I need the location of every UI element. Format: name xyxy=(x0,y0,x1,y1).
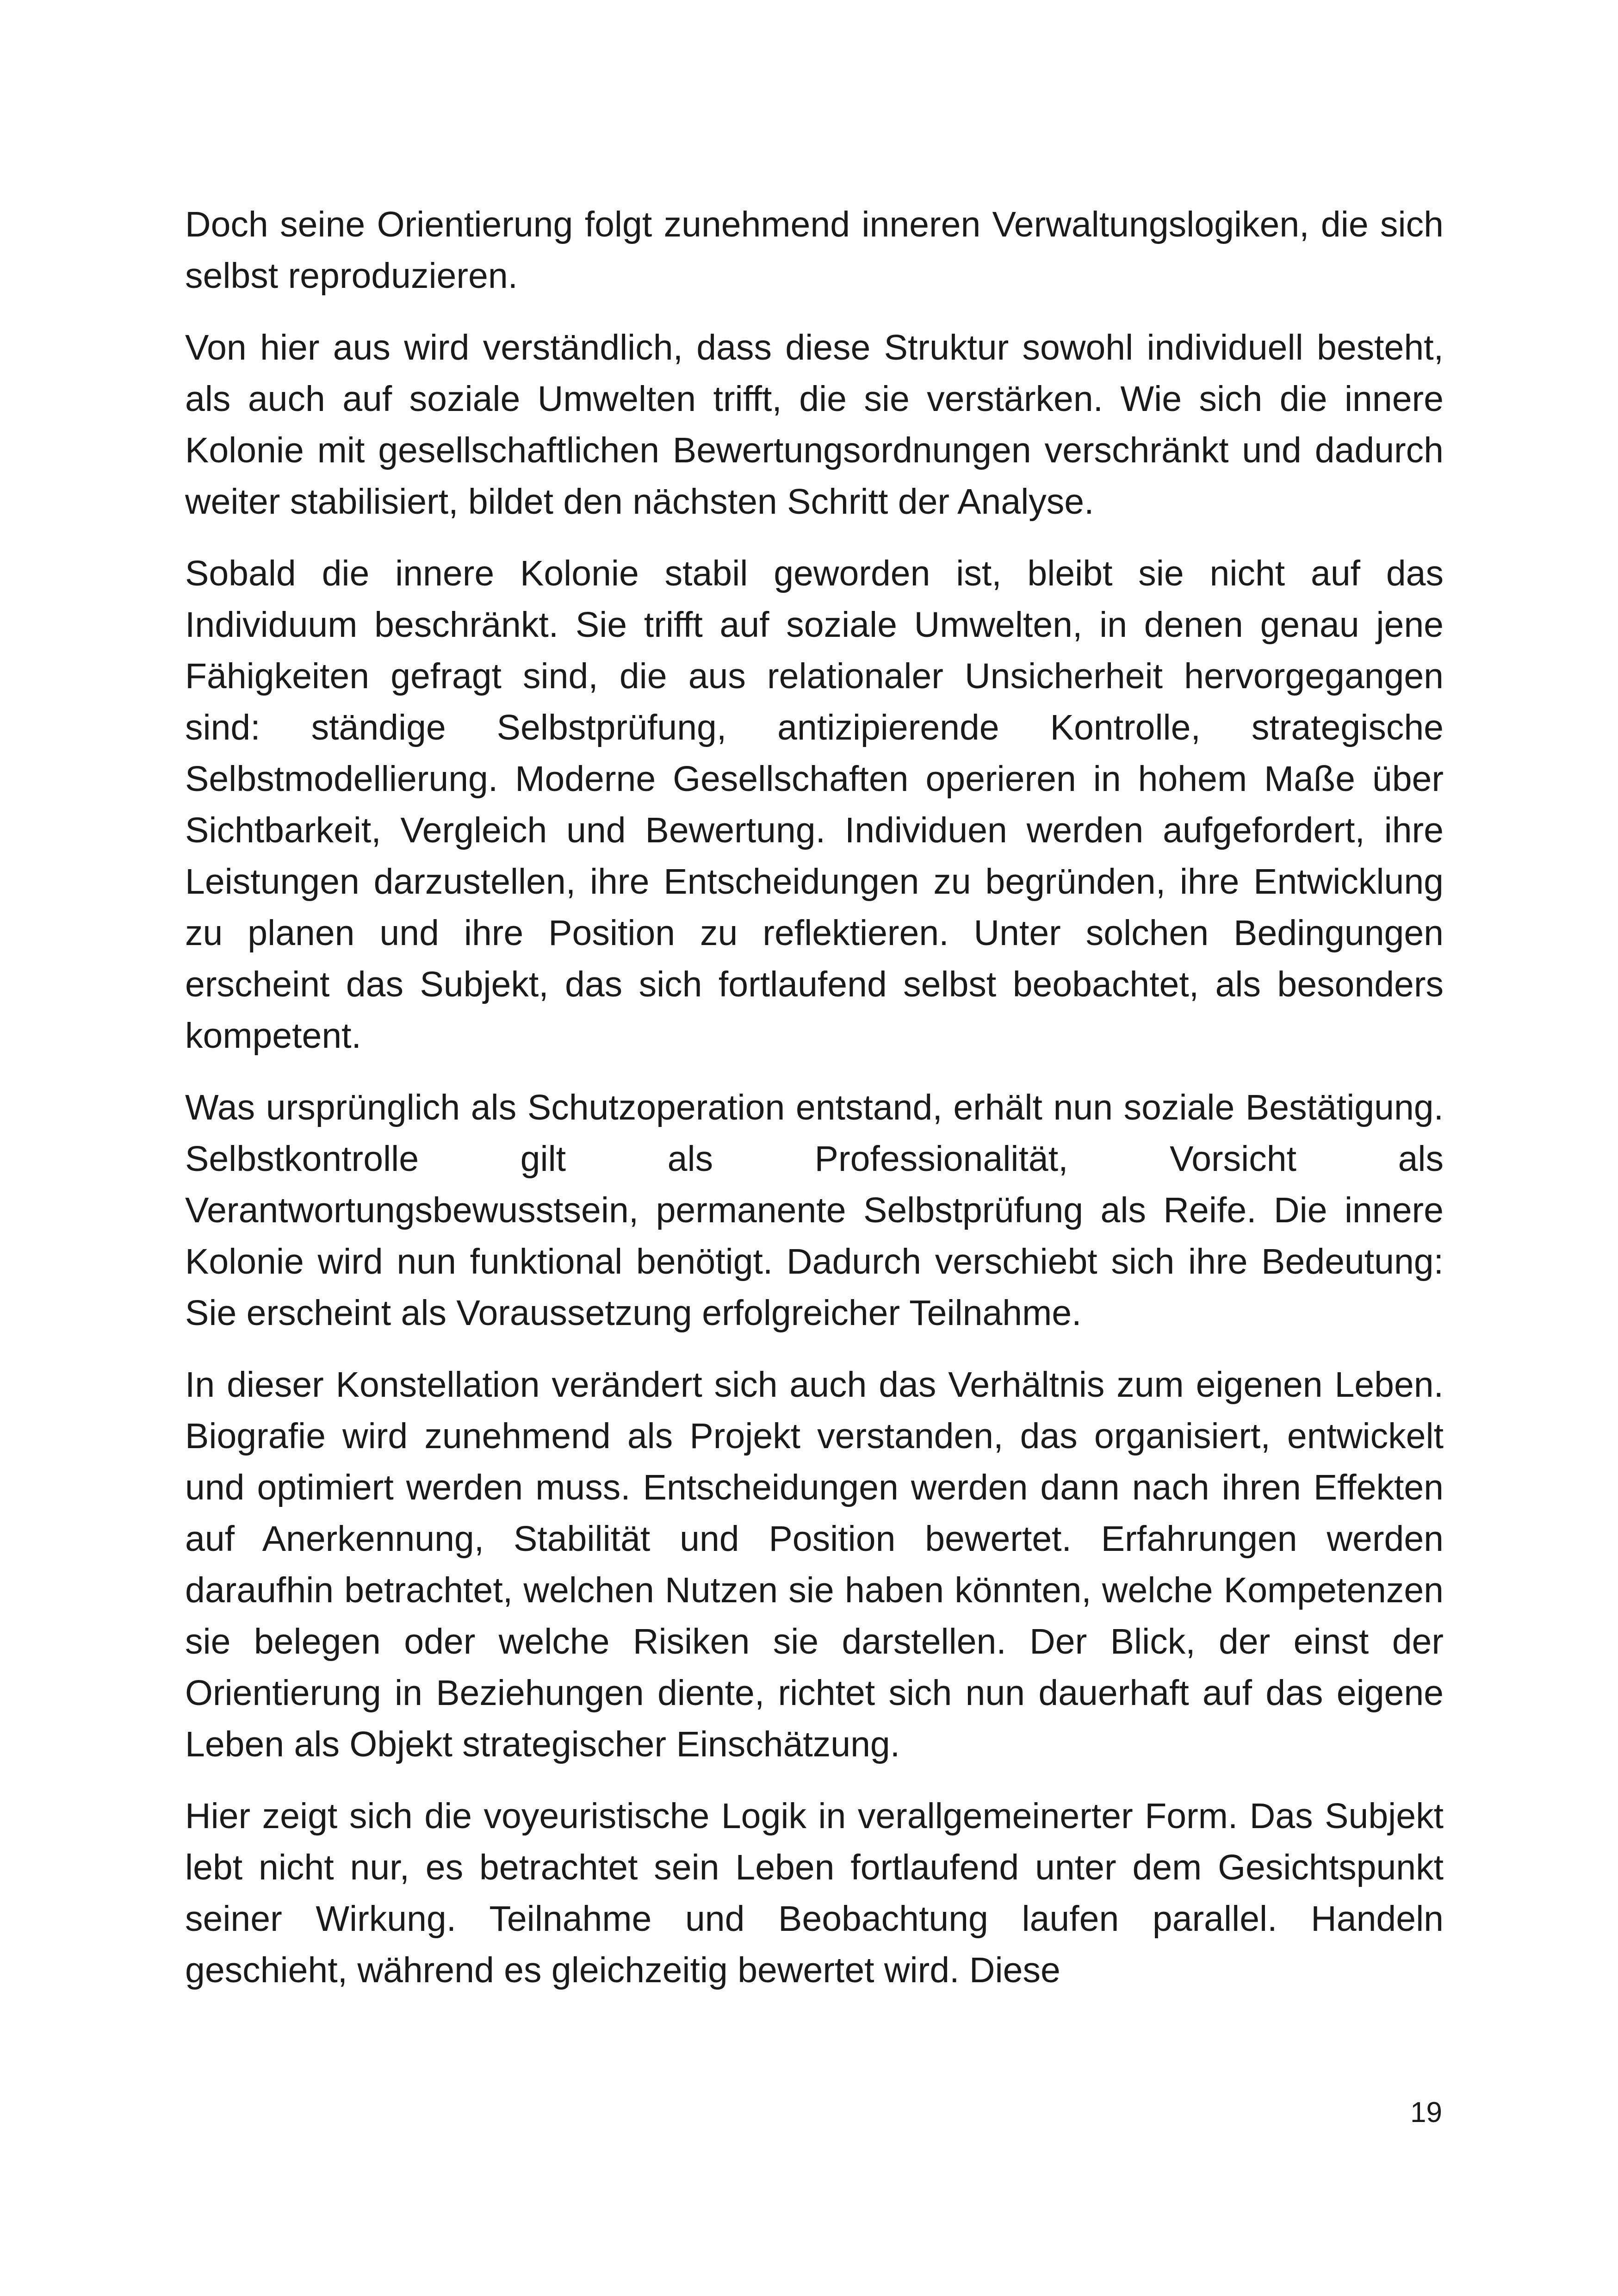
paragraph-3: Sobald die innere Kolonie stabil geworden ist, bleibt sie nicht auf das Individuum beschränkt. Sie trifft auf soziale Umwelten, in denen genau jene Fähigkeiten gefragt sind, die aus relationaler Unsicherheit hervorgegangen sind: ständige Selbstprüfung, antizipierende Kontrolle, strategische Selbstmodellierung. Moderne Gesellschaften operieren in hohem Maße über Sichtbarkeit, Vergleich und Bewertung. Individuen werden aufgefordert, ihre Leistungen darzustellen, ihre Entscheidungen zu begründen, ihre Entwicklung zu planen und ihre Position zu reflektieren. Unter solchen Bedingungen erscheint das Subjekt, das sich fortlaufend selbst beobachtet, als besonders kompetent. xyxy=(185,554,1444,1056)
paragraph-1: Doch seine Orientierung folgt zunehmend inneren Verwaltungslogiken, die sich selbst reproduzieren. xyxy=(185,205,1444,296)
paragraph-4: Was ursprünglich als Schutzoperation entstand, erhält nun soziale Bestätigung. Selbstkontrolle gilt als Professionalität, Vorsicht als Verantwortungsbewusstsein, permanente Selbstprüfung als Reife. Die innere Kolonie wird nun funktional benötigt. Dadurch verschiebt sich ihre Bedeutung: Sie erscheint als Voraussetzung erfolgreicher Teilnahme. xyxy=(185,1088,1444,1333)
paragraph-6: Hier zeigt sich die voyeuristische Logik in verallgemeinerter Form. Das Subjekt lebt nicht nur, es betrachtet sein Leben fortlaufend unter dem Gesichtspunkt seiner Wirkung. Teilnahme und Beobachtung laufen parallel. Handeln geschieht, während es gleichzeitig bewertet wird. Diese xyxy=(185,1796,1444,1990)
body-text xyxy=(185,199,1444,2016)
page-number: 19 xyxy=(1410,2097,1442,2128)
paragraph-5: In dieser Konstellation verändert sich auch das Verhältnis zum eigenen Leben. Biografie wird zunehmend als Projekt verstanden, das organisiert, entwickelt und optimiert werden muss. Entscheidungen werden dann nach ihren Effekten auf Anerkennung, Stabilität und Position bewertet. Erfahrungen werden daraufhin betrachtet, welchen Nutzen sie haben könnten, welche Kompetenzen sie belegen oder welche Risiken sie darstellen. Der Blick, der einst der Orientierung in Beziehungen diente, richtet sich nun dauerhaft auf das eigene Leben als Objekt strategischer Einschätzung. xyxy=(185,1365,1444,1764)
paragraph-2: Von hier aus wird verständlich, dass diese Struktur sowohl individuell besteht, als auch auf soziale Umwelten trifft, die sie verstärken. Wie sich die innere Kolonie mit gesellschaftlichen Bewertungsordnungen verschränkt und dadurch weiter stabilisiert, bildet den nächsten Schritt der Analyse. xyxy=(185,328,1444,522)
